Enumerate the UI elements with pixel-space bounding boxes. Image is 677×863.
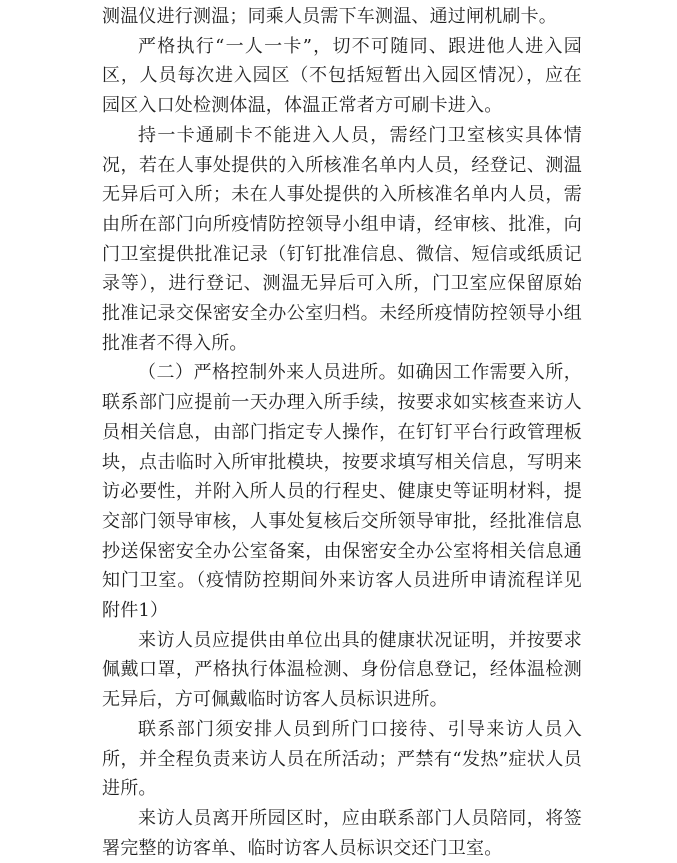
document-body bbox=[102, 0, 582, 863]
paragraph-departure: 来访人员离开所园区时，应由联系部门人员陪同，将签署完整的访客单、临时访客人员标识交还门卫室。 bbox=[102, 807, 582, 859]
paragraph-reception-escort: 联系部门须安排人员到所门口接待、引导来访人员入所，并全程负责来访人员在所活动；严禁有“发热”症状人员进所。 bbox=[102, 718, 582, 800]
paragraph-health-certificate: 来访人员应提供由单位出具的健康状况证明，并按要求佩戴口罩，严格执行体温检测、身份信息登记，经体温检测无异后，方可佩戴临时访客人员标识进所。 bbox=[102, 629, 582, 711]
paragraph-card-entry-verification: 持一卡通刷卡不能进入人员，需经门卫室核实具体情况，若在人事处提供的入所核准名单内人员，经登记、测温无异后可入所；未在人事处提供的入所核准名单内人员，需由所在部门向所疫情防控领导小组申请，经审核、批准，向门卫室提供批准记录（钉钉批准信息、微信、短信或纸质记录等），进行登记、测温无异后可入所，门卫室应保留原始批准记录交保密安全办公室归档。未经所疫情防控领导小组批准者不得入所。 bbox=[102, 124, 582, 354]
paragraph-one-person-one-card: 严格执行“一人一卡”，切不可随同、跟进他人进入园区，人员每次进入园区（不包括短暂出入园区情况），应在园区入口处检测体温，体温正常者方可刷卡进入。 bbox=[102, 35, 582, 117]
paragraph-visitor-control: （二）严格控制外来人员进所。如确因工作需要入所，联系部门应提前一天办理入所手续，按要求如实核查来访人员相关信息，由部门指定专人操作，在钉钉平台行政管理板块，点击临时入所审批模块，按要求填写相关信息，写明来访必要性，并附入所人员的行程史、健康史等证明材料，提交部门领导审核，人事处复核后交所领导审批，经批准信息抄送保密安全办公室备案，由保密安全办公室将相关信息通知门卫室。（疫情防控期间外来访客人员进所申请流程详见附件1） bbox=[102, 362, 582, 622]
paragraph-continuation: 测温仪进行测温；同乘人员需下车测温、通过闸机刷卡。 bbox=[102, 6, 557, 27]
